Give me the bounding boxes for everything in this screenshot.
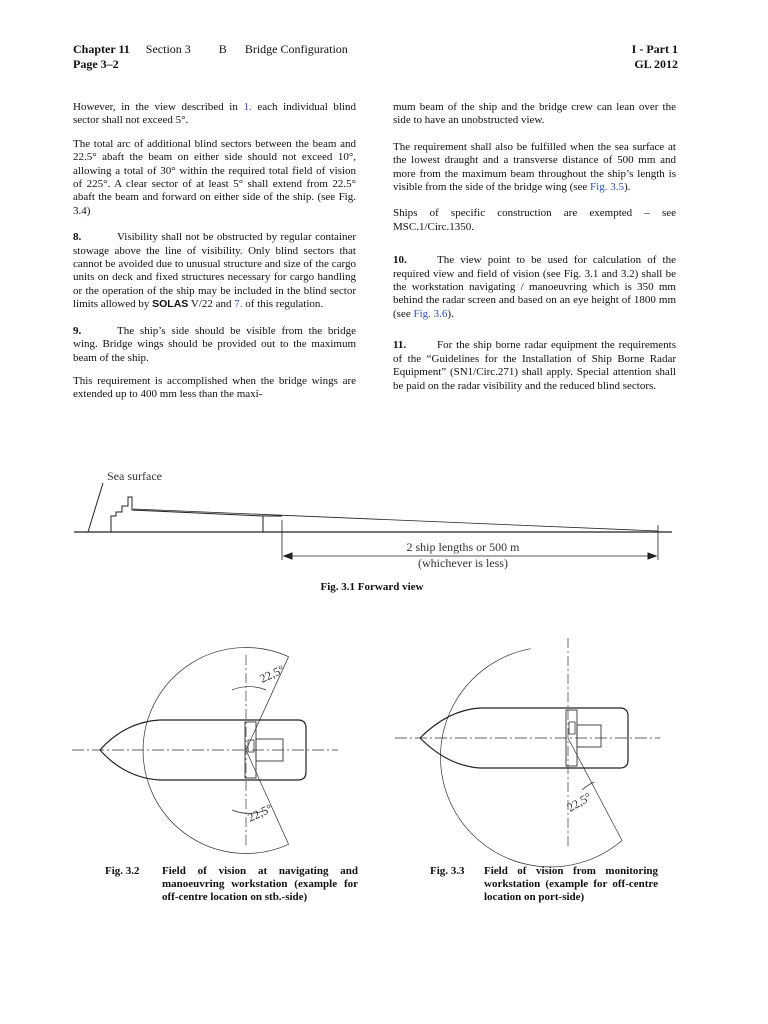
fig-3-1-forward-view (74, 469, 672, 593)
paragraph-continued: mum beam of the ship and the bridge crew can lean over the side to have an unobstructed view. (393, 101, 676, 127)
caption-number: Fig. 3.2 (105, 865, 140, 877)
header-title: Bridge Configuration (244, 42, 348, 56)
fig-3-3-monitoring-workstation (395, 638, 660, 867)
text: Visibility shall not be obstructed by regular container stowage above the line of visibility. Only blind sectors that cannot be avoided due to unusual structure and size of the cargo units on deck and fixed structures necessary for cargo handling or the operation of the ship may be included in the blind sector limits allowed by (73, 231, 356, 311)
text: each individual blind sector shall not exceed 5°. (73, 101, 356, 127)
header-page: Page 3–2 (73, 57, 119, 71)
caption-text: Field of vision from monitoring workstation (example for off-centre location on port-side) (484, 865, 658, 903)
text: V/22 and (188, 298, 235, 311)
paragraph-number: 9. (73, 324, 82, 337)
angle-label-bottom: 22,5° (564, 789, 594, 815)
paragraph-exempted: Ships of specific construction are exempted – see MSC.1/Circ.1350. (393, 207, 676, 233)
text: ). (623, 181, 631, 194)
text: For the ship borne radar equipment the requirements of the “Guidelines for the Installation of Ship Borne Radar Equipment” (SN1/Circ.271) shall apply. Special attention shall be paid on the radar visibility and the reduced blind sectors. (393, 339, 676, 392)
link-section-7[interactable]: 7. (234, 298, 243, 311)
sector-limit-lower (568, 738, 622, 841)
header-section: Section 3 (145, 42, 191, 56)
ship-profile (111, 497, 263, 532)
header-edition: GL 2012 (634, 57, 678, 71)
sea-surface-leader (88, 483, 103, 532)
sector-limit-lower (246, 750, 289, 844)
link-section-1[interactable]: 1. (243, 101, 252, 113)
field-of-vision-arc (440, 649, 622, 867)
text: The requirement shall also be fulfilled when the sea surface at the lowest draught and a transverse distance of 500 mm and more from the maximum beam throughout the ship’s length is visible from the side of the bridge wing (see (393, 140, 676, 194)
line-of-sight (133, 509, 658, 531)
link-fig-3-5[interactable]: Fig. 3.5 (590, 181, 624, 194)
angle-arc-bottom (582, 782, 594, 790)
arrow-left (284, 553, 292, 559)
paragraph-bridge-wings: This requirement is accomplished when the bridge wings are extended up to 400 mm less than the maxi- (73, 374, 356, 401)
angle-arc-top (232, 687, 266, 690)
fig-3-1-caption: Fig. 3.1 Forward view (320, 581, 424, 593)
arrow-right (648, 553, 656, 559)
dimension-note: (whichever is less) (418, 556, 508, 570)
header-chapter: Chapter 11 (73, 42, 130, 56)
text: ). (447, 307, 454, 320)
header-part: I - Part 1 (631, 42, 678, 56)
text: The ship’s side should be visible from the bridge wing. Bridge wings should be provided out to the maximum beam of the ship. (73, 324, 356, 364)
caption-text: Field of vision at navigating and manoeuvring workstation (example for off-centre location on stb.-side) (162, 865, 358, 903)
workstation-console (569, 722, 575, 734)
solas-term: SOLAS (152, 298, 189, 311)
text: The view point to be used for calculation of the required view and field of vision (see Fig. 3.1 and 3.2) shall be the workstation navigating / manoeuvring which is 350 mm behind the radar screen and based on an eye height of 1800 mm (see (393, 254, 676, 320)
wheelhouse (577, 725, 601, 747)
paragraph-number: 10. (393, 254, 407, 267)
paragraph-total-arc: The total arc of additional blind sectors between the beam and 22.5° abaft the beam on either side should not exceed 10°, allowing a total of 30° within the required total field of vision of 225°. A clear sector of at least 5° shall extend from 22.5° abaft the beam and forward on either side of the ship. (see Fig. 3.4) (73, 137, 356, 217)
text: of this regulation. (242, 298, 324, 311)
dimension-label: 2 ship lengths or 500 m (406, 540, 520, 554)
caption-number: Fig. 3.3 (430, 865, 465, 877)
paragraph-number: 8. (73, 231, 82, 244)
header-letter: B (218, 42, 227, 56)
angle-label-bottom: 22,5° (245, 801, 275, 825)
link-fig-3-6[interactable]: Fig. 3.6 (413, 307, 448, 320)
angle-label-top: 22,5° (257, 662, 287, 686)
text: However, in the view described in (73, 101, 244, 113)
paragraph-number: 11. (393, 339, 407, 352)
sea-surface-label: Sea surface (107, 469, 162, 483)
fig-3-2-navigating-workstation (72, 648, 338, 854)
